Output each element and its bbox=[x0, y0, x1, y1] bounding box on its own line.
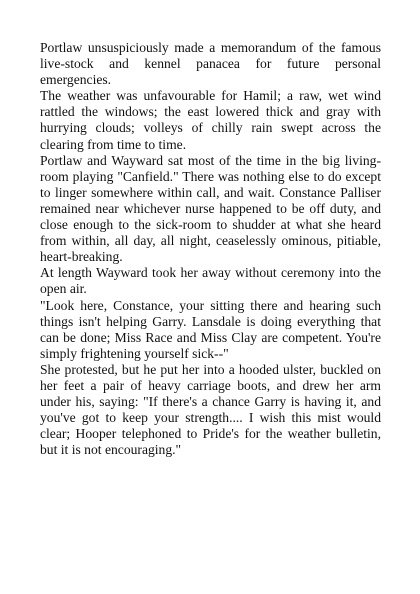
paragraph-ulster: She protested, but he put her into a hooded ulster, buckled on her feet a pair of heavy carriage boots, and drew her arm under his, saying: "If there's a chance Garry is having it, and you've got to keep your strength.... I wish this mist would clear; Hooper telephoned to Pride's for the weather bulletin, but it is not encouraging." bbox=[40, 361, 381, 458]
paragraph-look-here: "Look here, Constance, your sitting there and hearing such things isn't helping Garry. Lansdale is doing everything that can be done; Miss Race and Miss Clay are competent. You're simply frightening yourself sick--" bbox=[40, 297, 381, 361]
paragraph-memorandum: Portlaw unsuspiciously made a memorandum of the famous live-stock and kennel panacea for future personal emergencies. bbox=[40, 40, 381, 88]
paragraph-weather: The weather was unfavourable for Hamil; a raw, wet wind rattled the windows; the east lowered thick and gray with hurrying clouds; volleys of chilly rain swept across the clearing from time to time. bbox=[40, 88, 381, 152]
paragraph-canfield: Portlaw and Wayward sat most of the time in the big living-room playing "Canfield." There was nothing else to do except to linger somewhere within call, and wait. Constance Palliser remained near whichever nurse happened to be off duty, and close enough to the sick-room to shudder at what she heard from within, all day, all night, ceaselessly ominous, pitiable, heart-breaking. bbox=[40, 152, 381, 265]
document-page bbox=[40, 40, 381, 458]
paragraph-open-air: At length Wayward took her away without ceremony into the open air. bbox=[40, 265, 381, 297]
